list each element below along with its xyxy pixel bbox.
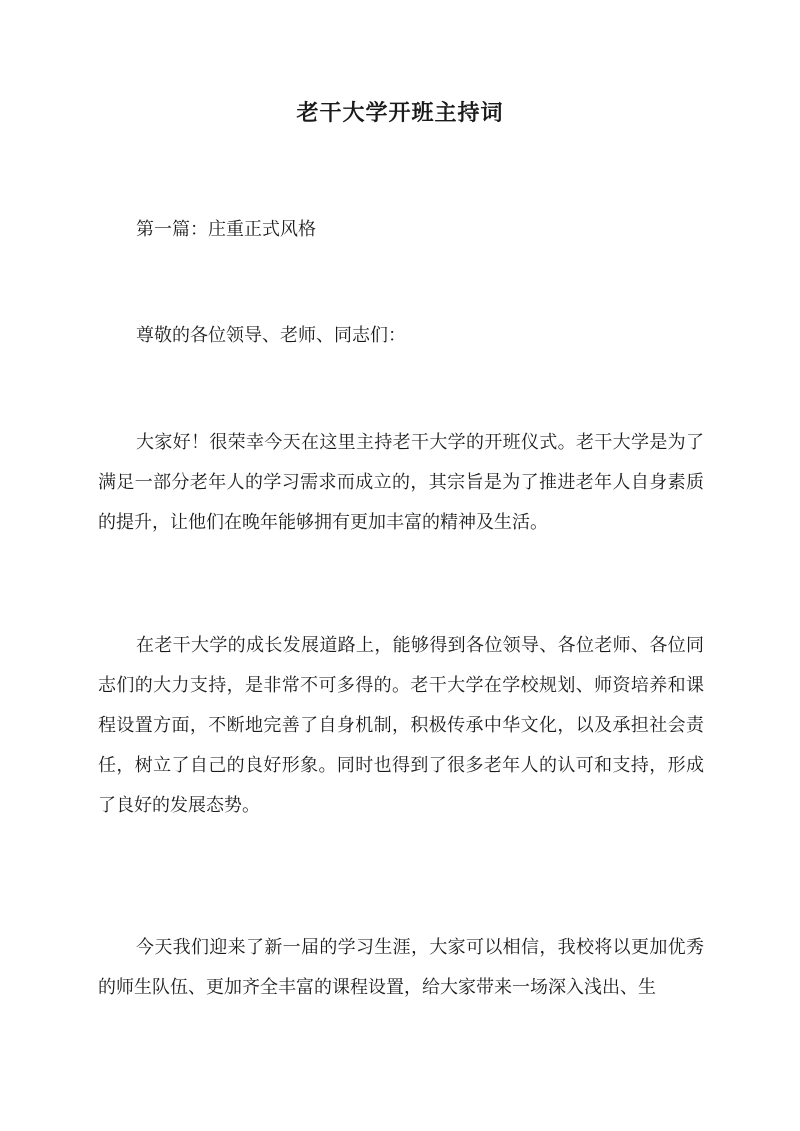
paragraph-3: 今天我们迎来了新一届的学习生涯，大家可以相信，我校将以更加优秀的师生队伍、更加齐全丰富的课程设置，给大家带来一场深入浅出、生 bbox=[98, 937, 704, 998]
section-heading: 第一篇：庄重正式风格 bbox=[136, 219, 316, 240]
paragraph-2: 在老干大学的成长发展道路上，能够得到各位领导、各位老师、各位同志们的大力支持，是非常不可多得的。老干大学在学校规划、师资培养和课程设置方面，不断地完善了自身机制，积极传承中华文化，以及承担社会责任，树立了自己的良好形象。同时也得到了很多老年人的认可和支持，形成了良好的发展态势。 bbox=[98, 635, 704, 816]
document-title: 老干大学开班主持词 bbox=[296, 100, 504, 126]
paragraph-1: 大家好！很荣幸今天在这里主持老干大学的开班仪式。老干大学是为了满足一部分老年人的学习需求而成立的，其宗旨是为了推进老年人自身素质的提升，让他们在晚年能够拥有更加丰富的精神及生活。 bbox=[98, 432, 704, 533]
salutation: 尊敬的各位领导、老师、同志们： bbox=[136, 325, 406, 346]
